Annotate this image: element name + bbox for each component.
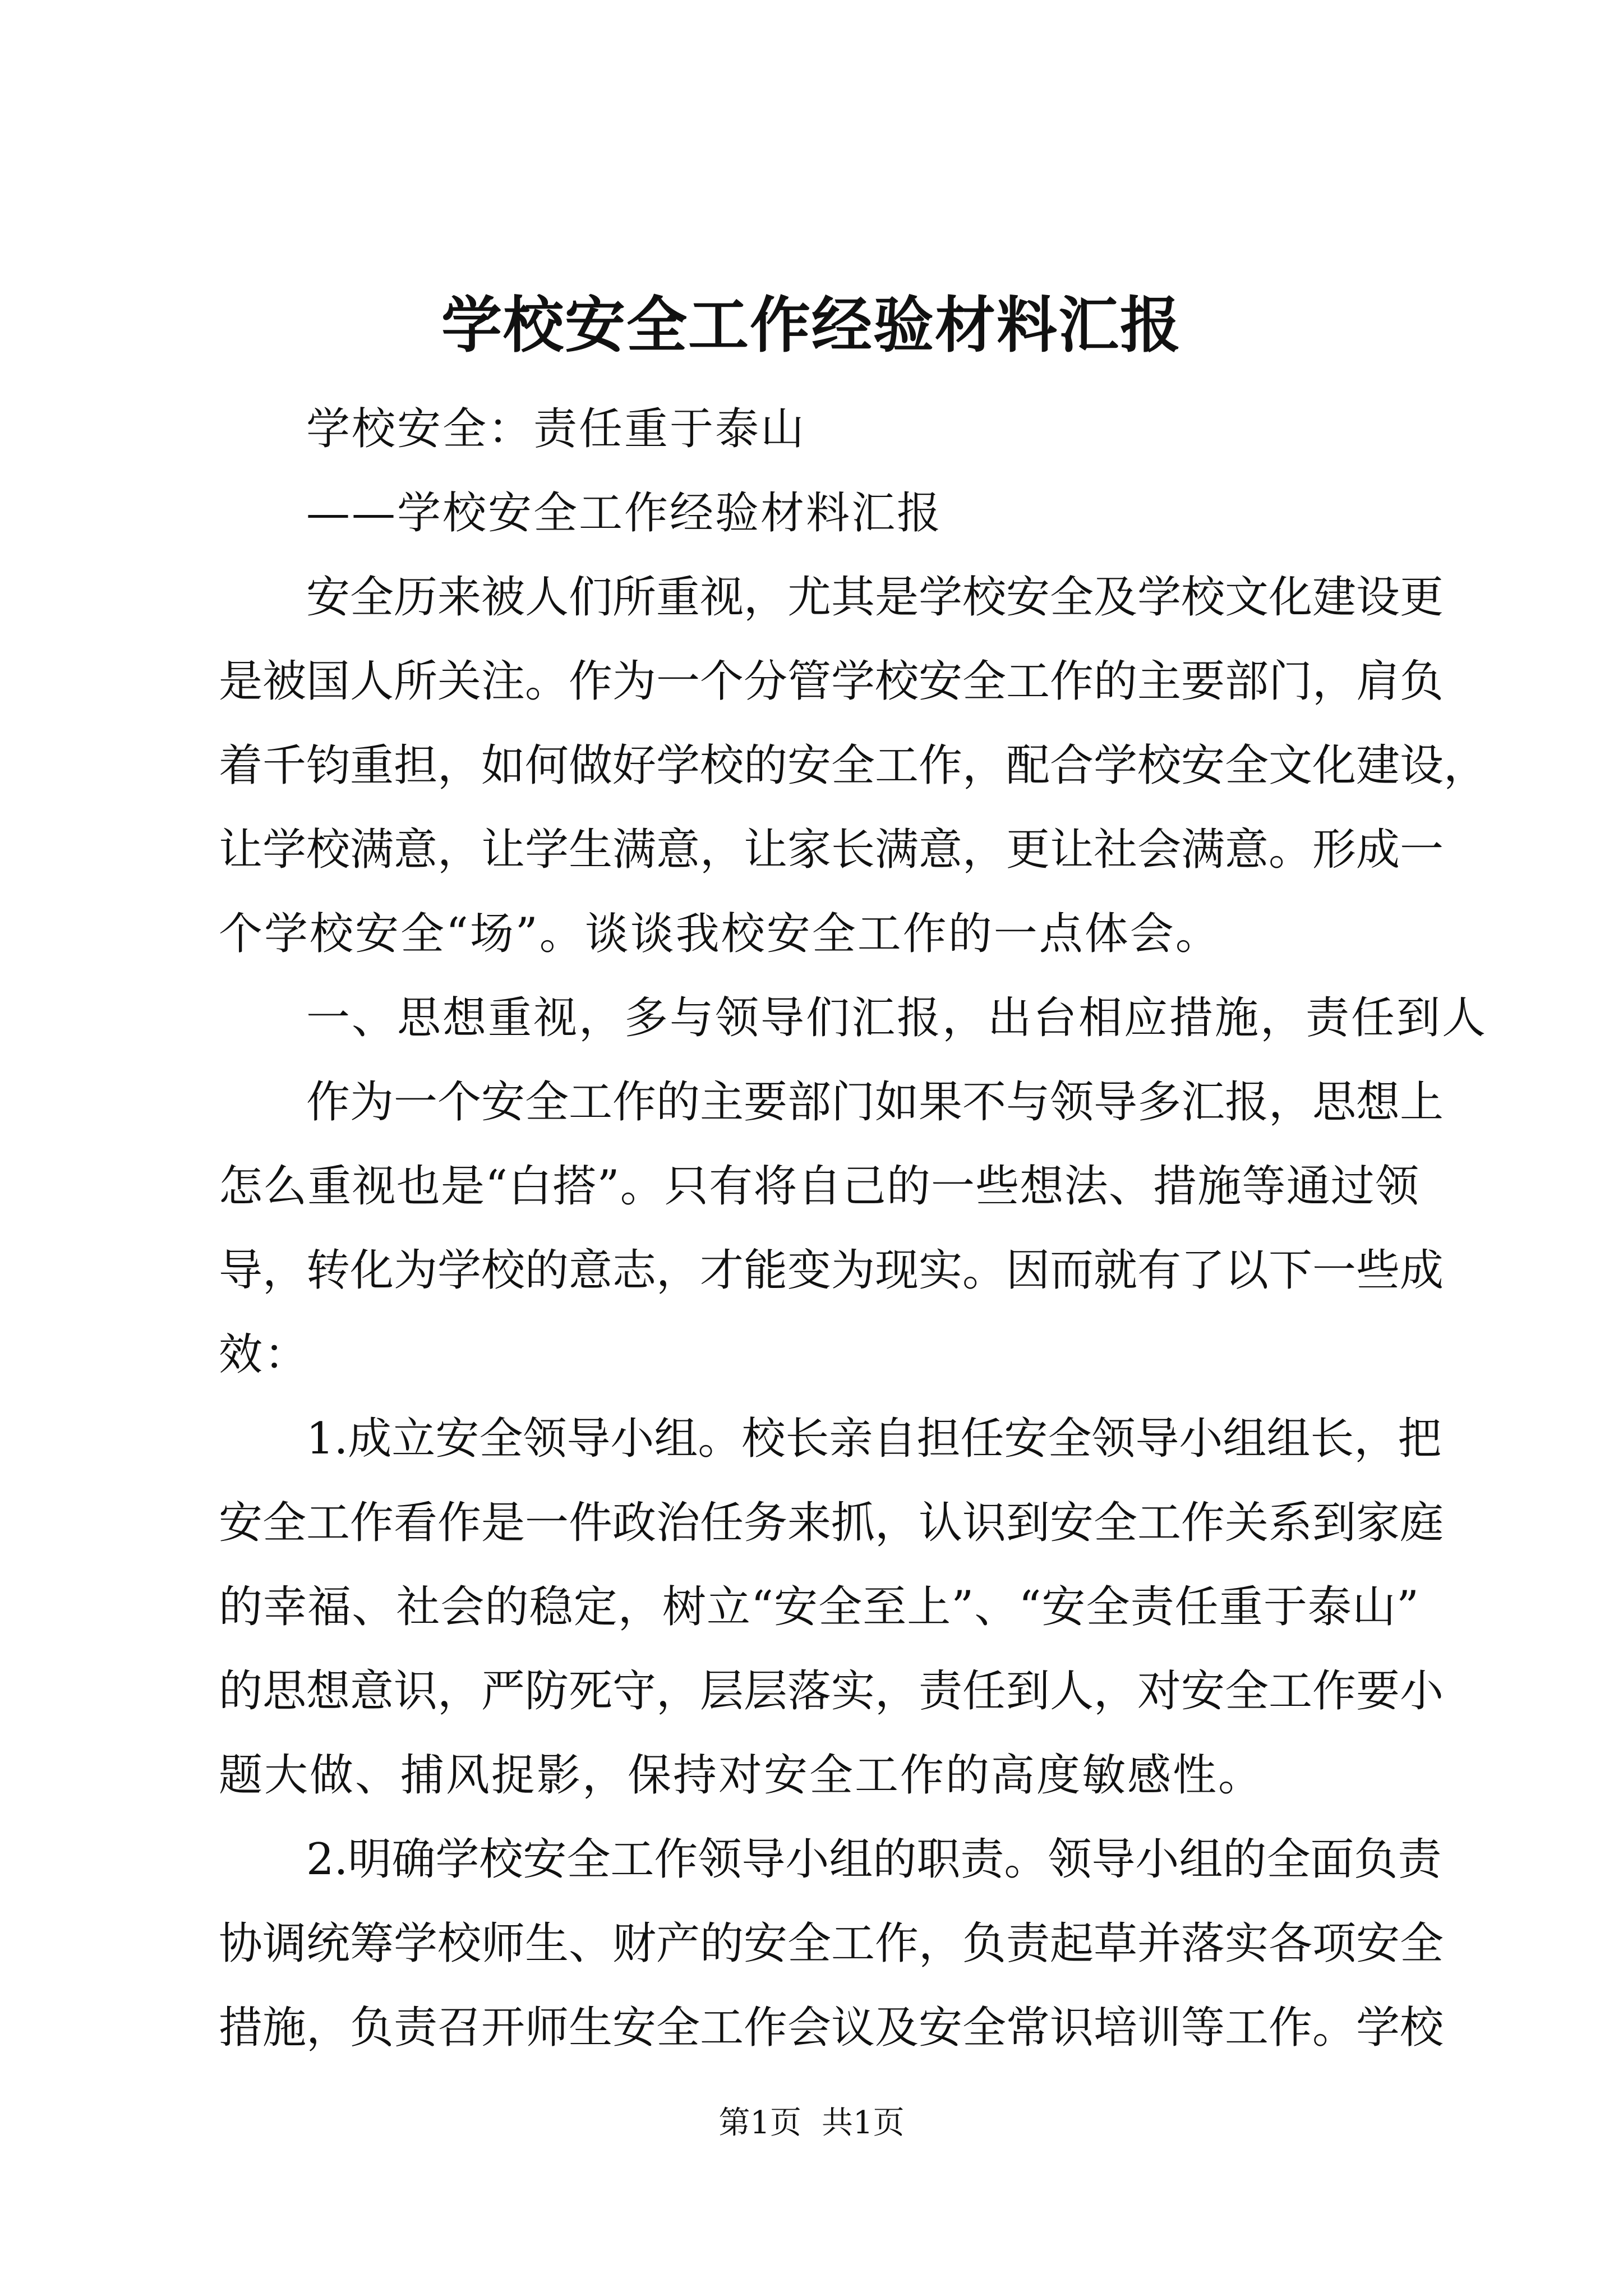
paragraph-line: 导，转化为学校的意志，才能变为现实。因而就有了以下一些成 [219, 1245, 1444, 1296]
page-footer [0, 2101, 1623, 2146]
page-number: 第1页 [718, 2105, 801, 2141]
paragraph-line: 着千钧重担，如何做好学校的安全工作，配合学校安全文化建设， [219, 740, 1488, 791]
subtitle-line: 学校安全：责任重于泰山 [306, 404, 806, 454]
paragraph-line: 怎么重视也是“白搭”。只有将自己的一些想法、措施等通过领 [219, 1161, 1419, 1212]
paragraph-line: 协调统筹学校师生、财产的安全工作，负责起草并落实各项安全 [219, 1918, 1444, 1969]
paragraph-line: 措施，负责召开师生安全工作会议及安全常识培训等工作。学校 [219, 2003, 1444, 2053]
subtitle-dash-line: ——学校安全工作经验材料汇报 [306, 488, 943, 539]
document-title: 学校安全工作经验材料汇报 [441, 290, 1182, 361]
paragraph-line: 是被国人所关注。作为一个分管学校安全工作的主要部门，肩负 [219, 656, 1444, 707]
paragraph-line: 个学校安全“场”。谈谈我校安全工作的一点体会。 [219, 909, 1221, 959]
paragraph-line: 安全历来被人们所重视，尤其是学校安全及学校文化建设更 [306, 572, 1444, 623]
section-heading: 一、思想重视，多与领导们汇报，出台相应措施，责任到人 [306, 993, 1488, 1043]
paragraph-line: 的思想意识，严防死守，层层落实，责任到人，对安全工作要小 [219, 1666, 1444, 1717]
paragraph-line: 题大做、捕风捉影，保持对安全工作的高度敏感性。 [219, 1750, 1264, 1801]
document-body [219, 387, 1488, 2070]
paragraph-line: 1.成立安全领导小组。校长亲自担任安全领导小组组长，把 [306, 1414, 1442, 1464]
paragraph-line: 的幸福、社会的稳定，树立“安全至上”、“安全责任重于泰山” [219, 1582, 1419, 1632]
paragraph-line: 效： [219, 1329, 310, 1380]
page-total: 共1页 [822, 2105, 905, 2141]
paragraph-line: 作为一个安全工作的主要部门如果不与领导多汇报，思想上 [306, 1077, 1444, 1128]
paragraph-line: 让学校满意，让学生满意，让家长满意，更让社会满意。形成一 [219, 825, 1444, 875]
paragraph-line: 安全工作看作是一件政治任务来抓，认识到安全工作关系到家庭 [219, 1498, 1444, 1548]
paragraph-line: 2.明确学校安全工作领导小组的职责。领导小组的全面负责 [306, 1834, 1442, 1885]
